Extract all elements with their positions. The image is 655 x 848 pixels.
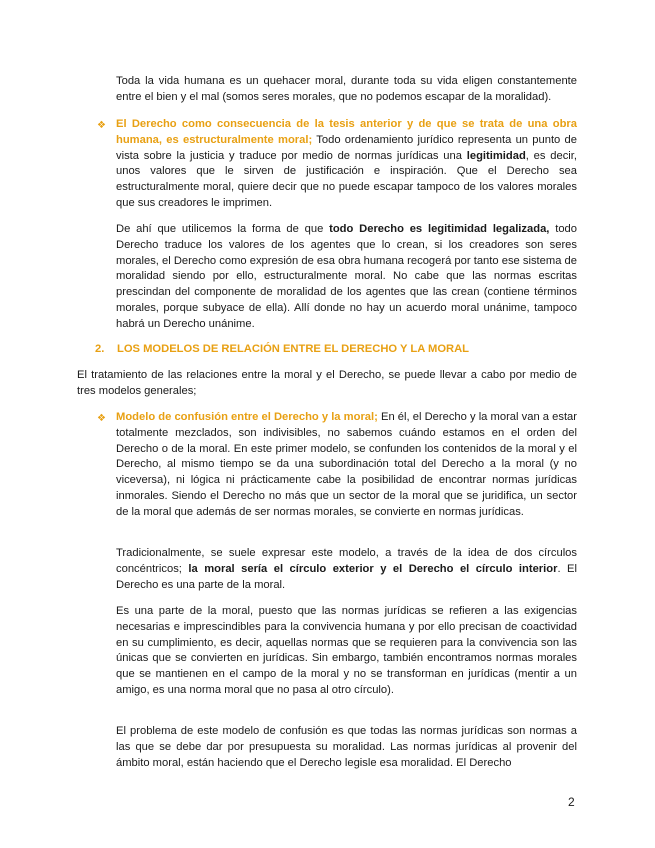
paragraph-tratamiento: El tratamiento de las relaciones entre la moral y el Derecho, se puede llevar a cabo por medio de tres modelos generales; — [77, 369, 577, 397]
bold-term-legitimidad: legitimidad — [466, 149, 526, 162]
paragraph-legitimidad-legalizada — [116, 222, 577, 333]
section-title: LOS MODELOS DE RELACIÓN ENTRE EL DERECHO Y LA MORAL — [117, 343, 470, 355]
bold-phrase: todo Derecho es legitimidad legalizada, — [329, 223, 550, 235]
paragraph-text: Tradicionalmente, se suele expresar este modelo, a través de la idea de dos círculos concéntricos; — [116, 547, 577, 575]
bullet-text: En él, el Derecho y la moral van a estar totalmente mezclados, son indivisibles, no sabemos cuándo estamos en el orden del Derecho o de la moral. En este primer modelo, se confunden los contenidos de la moral y el Derecho, al mismo tiempo se da una subordinación total del Derecho a la moral (y no viceversa), ni lógica ni prácticamente cabe la posibilidad de encontrar normas jurídicas inmorales. Siendo el Derecho no más que un sector de la moral que se juridifica, un sector de la moral que además de ser normas morales, se convierte en normas jurídicas. — [116, 411, 578, 518]
paragraph-parte-moral: Es una parte de la moral, puesto que las normas jurídicas se refieren a las exigencias necesarias e imprescindibles para la convivencia humana y por ello precisan de coactividad en su cumplimiento, es decir, aquellas normas que se requieren para la convivencia son las únicas que se convierten en jurídicas. Sin embargo, también encontramos normas morales que se mantienen en el campo de la moral y no se transforman en jurídicas (mentir a un amigo, es una norma moral que no pasa al otro círculo). — [116, 605, 577, 696]
diamond-bullet-icon: ❖ — [97, 120, 106, 131]
diamond-bullet-icon: ❖ — [97, 413, 106, 424]
bullet-modelo-confusion — [116, 410, 577, 521]
bullet-text-cont: , es decir, unos valores que le sirven de justificación e inspiración. Que el Derecho sea estructuralmente moral, quiere decir que no puede escapar tampoco de los valores morales que sus creadores le imprimen. — [116, 149, 577, 209]
paragraph-text-cont: todo Derecho traduce los valores de los agentes que lo crean, si los creadores son seres morales, el Derecho como expresión de esa obra humana recogerá por tanto ese sistema de moralidad siendo por ello, estructuralmente moral. No cabe que las normas escritas prescindan del componente de moralidad de los agentes que las crean (contiene términos morales, porque subyace de ella). Allí donde no hay un acuerdo moral unánime, tampoco habrá un Derecho unánime. — [116, 223, 577, 330]
paragraph-problema-modelo: El problema de este modelo de confusión es que todas las normas jurídicas son normas a las que se debe dar por presupuesta su moralidad. Las normas jurídicas al provenir del ámbito moral, están haciendo que el Derecho legisle esa moralidad. El Derecho — [116, 725, 577, 769]
paragraph-vida-humana: Toda la vida humana es un quehacer moral, durante toda su vida eligen constantemente entre el bien y el mal (somos seres morales, que no podemos escapar de la moralidad). — [116, 75, 577, 103]
paragraph-text-cont: . El Derecho es una parte de la moral. — [116, 562, 577, 591]
bold-phrase: la moral sería el círculo exterior y el Derecho el círculo interior — [188, 562, 558, 575]
paragraph-circulos — [116, 546, 577, 593]
bullet-lead: Modelo de confusión entre el Derecho y la moral; — [116, 411, 378, 423]
bullet-text: Todo ordenamiento jurídico representa un punto de vista sobre la justicia y traduce por medio de normas jurídicas una — [116, 133, 577, 162]
section-number: 2. — [95, 343, 105, 355]
bullet-derecho-moral — [116, 117, 577, 212]
page-number: 2 — [568, 795, 575, 809]
section-heading — [95, 343, 469, 355]
bullet-lead: El Derecho como consecuencia de la tesis anterior y de que se trata de una obra humana, es estructuralmente moral; — [116, 118, 577, 146]
paragraph-text: De ahí que utilicemos la forma de que — [116, 223, 330, 235]
